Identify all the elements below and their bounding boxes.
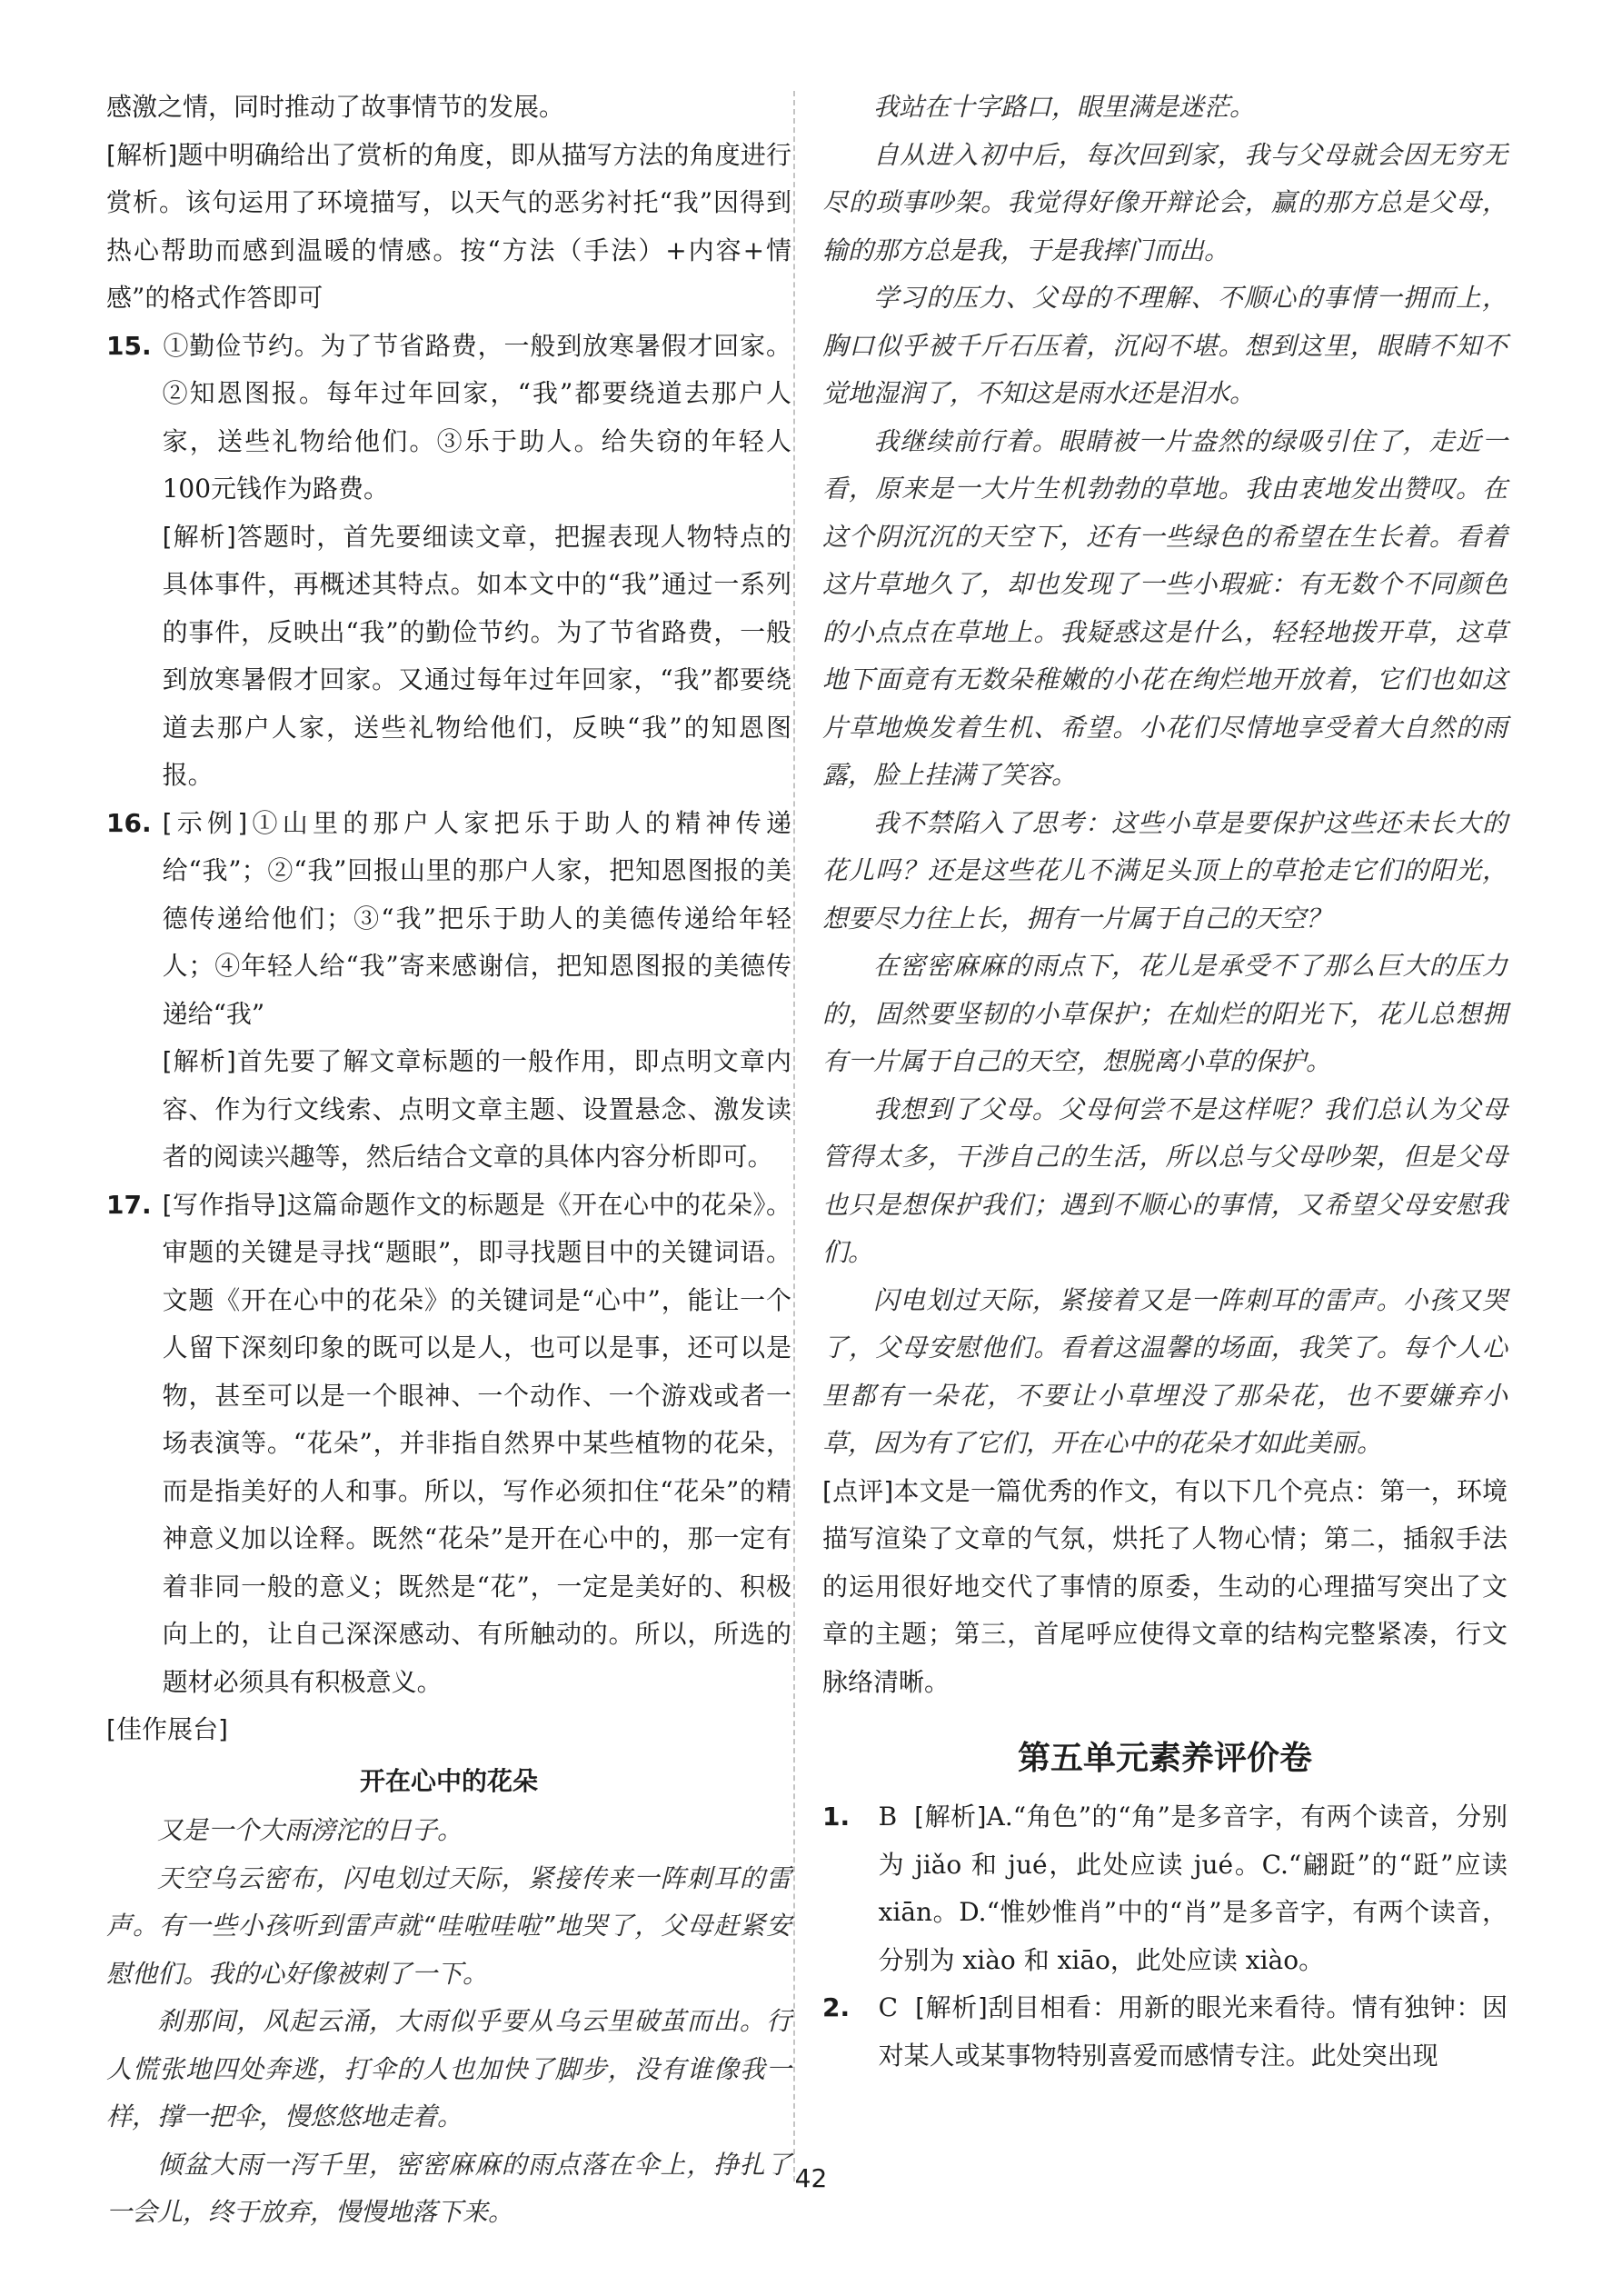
page-number: 42 (794, 2163, 828, 2193)
essay-paragraph: 自从进入初中后，每次回到家，我与父母就会因无穷无尽的琐事吵架。我觉得好像开辩论会，赢的那方总是父母，输的那方总是我，于是我摔门而出。 (822, 139, 1508, 265)
answer-2 (822, 1984, 1508, 2080)
question-15 (106, 323, 791, 514)
answer-choice: B (878, 1802, 898, 1832)
question-16 (106, 800, 791, 1039)
analysis-text: 刮目相看：用新的眼光来看待。情有独钟：因对某人或某事物特别喜爱而感情专注。此处突出现 (878, 1992, 1508, 2071)
question-17 (106, 1182, 791, 1707)
answer-text: ①山里的那户人家把乐于助人的精神传递给“我”；②“我”回报山里的那户人家，把知恩图报的美德传递给他们；③“我”把乐于助人的美德传递给年轻人；④年轻人给“我”寄来感谢信，把知恩图报的美德传递给“我” (162, 807, 791, 1029)
essay-paragraph: 学习的压力、父母的不理解、不顺心的事情一拥而上，胸口似乎被千斤石压着，沉闷不堪。想到这里，眼睛不知不觉地湿润了，不知这是雨水还是泪水。 (822, 283, 1508, 408)
comment-text: 本文是一篇优秀的作文，有以下几个亮点：第一，环境描写渲染了文章的气氛，烘托了人物心情；第二，插叙手法的运用很好地交代了事情的原委，生动的心理描写突出了文章的主题；第三，首尾呼应使得文章的结构完整紧凑，行文脉络清晰。 (822, 1475, 1508, 1697)
question-number: 1. (822, 1802, 851, 1832)
left-column (106, 84, 791, 2237)
right-column (822, 84, 1508, 2080)
essay-paragraph: 天空乌云密布，闪电划过天际，紧接传来一阵刺耳的雷声。有一些小孩听到雷声就“哇啦哇啦”地哭了，父母赶紧安慰他们。我的心好像被刺了一下。 (106, 1862, 791, 1989)
question-number: 16. (106, 807, 152, 838)
section-title: 第五单元素养评价卷 (1017, 1740, 1312, 1777)
answer-text: 这篇命题作文的标题是《开在心中的花朵》。审题的关键是寻找“题眼”，即寻找题目中的关键词语。文题《开在心中的花朵》的关键词是“心中”，能让一个人留下深刻印象的既可以是人，也可以是事，还可以是物，甚至可以是一个眼神、一个动作、一个游戏或者一场表演等。“花朵”，并非指自然界中某些植物的花朵，而是指美好的人和事。所以，写作必须扣住“花朵”的精神意义加以诠释。既然“花朵”是开在心中的，那一定有着非同一般的意义；既然是“花”，一定是美好的、积极向上的，让自己深深感动、有所触动的。所以，所选的题材必须具有积极意义。 (162, 1189, 791, 1697)
question-number: 2. (822, 1992, 851, 2022)
analysis-tag: [ 解析 ] (106, 140, 177, 170)
analysis-tag: [ 解析 ] (163, 522, 236, 552)
writing-guide-tag: [ 写作指导 ] (163, 1190, 286, 1220)
analysis-text: 答题时，首先要细读文章，把握表现人物特点的具体事件，再概述其特点。如本文中的“我”通过一系列的事件，反映出“我”的勤俭节约。为了节省路费，一般到放寒暑假才回家。又通过每年过年回家，“我”都要绕道去那户人家，送些礼物给他们，反映“我”的知恩图报。 (162, 521, 791, 790)
comment-tag: [ 点评 ] (822, 1476, 893, 1506)
analysis-tag: [ 解析 ] (915, 1992, 988, 2022)
essay-paragraph: 刹那间，风起云涌，大雨似乎要从乌云里破茧而出。行人慌张地四处奔逃，打伞的人也加快了脚步，没有谁像我一样，撑一把伞，慢悠悠地走着。 (106, 2006, 791, 2131)
answer-1 (822, 1793, 1508, 1984)
essay-title: 开在心中的花朵 (359, 1765, 538, 1796)
analysis-text: A.“角色”的“角”是多音字，有两个读音，分别为 jiǎo 和 jué，此处应读 jué。C.“翩跹”的“跹”应读 xiān。D.“惟妙惟肖”中的“肖”是多音字，有两个读音，分别为 xiào 和 xiāo，此处应读 xiào。 (878, 1802, 1508, 1975)
essay-paragraph: 我继续前行着。眼睛被一片盎然的绿吸引住了，走近一看，原来是一大片生机勃勃的草地。我由衷地发出赞叹。在这个阴沉沉的天空下，还有一些绿色的希望在生长着。看着这片草地久了，却也发现了一些小瑕疵：有无数个不同颜色的小点点在草地上。我疑惑这是什么，轻轻地拨开草，这草地下面竟有无数朵稚嫩的小花在绚烂地开放着，它们也如这片草地焕发着生机、希望。小花们尽情地享受着大自然的雨露，脸上挂满了笑容。 (822, 425, 1508, 790)
essay-paragraph: 倾盆大雨一泻千里，密密麻麻的雨点落在伞上，挣扎了一会儿，终于放弃，慢慢地落下来。 (106, 2149, 791, 2227)
question-16-analysis (106, 1038, 791, 1182)
question-15-analysis (106, 514, 791, 800)
analysis-paragraph (106, 132, 791, 323)
essay-paragraph: 又是一个大雨滂沱的日子。 (157, 1815, 463, 1845)
comment-paragraph (822, 1468, 1508, 1707)
paragraph: 感激之情，同时推动了故事情节的发展。 (106, 92, 565, 122)
essay-paragraph: 在密密麻麻的雨点下，花儿是承受不了那么巨大的压力的，固然要坚韧的小草保护；在灿烂的阳光下，花儿总想拥有一片属于自己的天空，想脱离小草的保护。 (822, 951, 1508, 1076)
question-number: 17. (106, 1189, 152, 1220)
column-divider (793, 91, 795, 2181)
analysis-tag: [ 解析 ] (914, 1802, 987, 1832)
analysis-text: 首先要了解文章标题的一般作用，即点明文章内容、作为行文线索、点明文章主题、设置悬念、激发读者的阅读兴趣等，然后结合文章的具体内容分析即可。 (162, 1046, 791, 1172)
showcase-label: [ 佳作展台 ] (106, 1706, 791, 1754)
question-number: 15. (106, 330, 152, 361)
analysis-tag: [ 解析 ] (163, 1046, 236, 1076)
essay-paragraph: 闪电划过天际，紧接着又是一阵刺耳的雷声。小孩又哭了，父母安慰他们。看着这温馨的场面，我笑了。每个人心里都有一朵花，不要让小草埋没了那朵花，也不要嫌弃小草，因为有了它们，开在心中的花朵才如此美丽。 (822, 1284, 1508, 1458)
essay-paragraph: 我站在十字路口，眼里满是迷茫。 (873, 92, 1256, 122)
essay-paragraph: 我想到了父母。父母何尝不是这样呢？我们总认为父母管得太多，干涉自己的生活，所以总与父母吵架，但是父母也只是想保护我们；遇到不顺心的事情，又希望父母安慰我们。 (822, 1093, 1508, 1267)
essay-paragraph: 我不禁陷入了思考：这些小草是要保护这些还未长大的花儿吗？还是这些花儿不满足头顶上的草抢走它们的阳光，想要尽力往上长，拥有一片属于自己的天空？ (822, 807, 1508, 933)
answer-text: ①勤俭节约。为了节省路费，一般到放寒暑假才回家。②知恩图报。每年过年回家，“我”都要绕道去那户人家，送些礼物给他们。③乐于助人。给失窃的年轻人100元钱作为路费。 (162, 330, 791, 504)
analysis-text: 题中明确给出了赏析的角度，即从描写方法的角度进行赏析。该句运用了环境描写，以天气的恶劣衬托“我”因得到热心帮助而感到温暖的情感。按“方法（手法）+内容+情感”的格式作答即可 (106, 139, 791, 313)
example-tag: [ 示例 ] (163, 808, 248, 838)
answer-choice: C (878, 1992, 899, 2022)
